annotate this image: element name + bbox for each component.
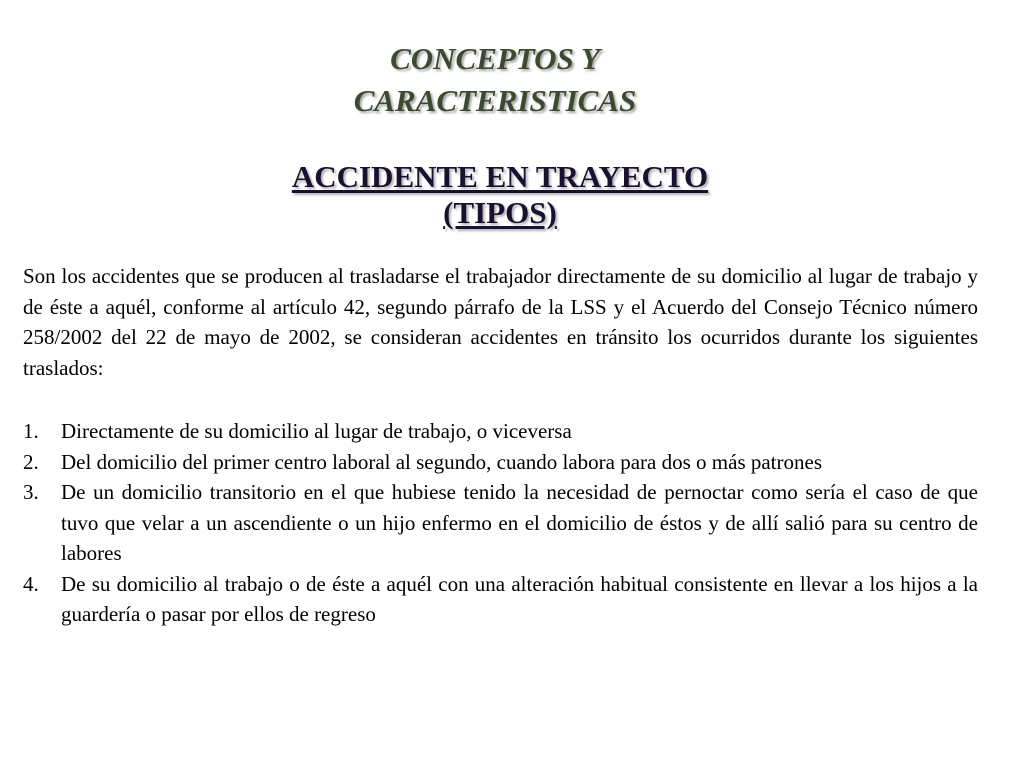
slide-title-line2: CARACTERISTICAS — [353, 83, 637, 118]
list-item — [23, 477, 978, 569]
traslados-list — [23, 416, 978, 630]
slide-title-line1: CONCEPTOS Y — [390, 41, 600, 76]
list-item-text: De su domicilio al trabajo o de éste a aquél con una alteración habitual consistente en llevar a los hijos a la guardería o pasar por ellos de regreso — [61, 571, 978, 626]
slide-subtitle — [0, 159, 1000, 231]
slide-subtitle-line2: (TIPOS) — [443, 195, 557, 230]
list-item-number: 4. — [23, 571, 39, 596]
list-item — [23, 416, 978, 447]
intro-paragraph: Son los accidentes que se producen al trasladarse el trabajador directamente de su domicilio al lugar de trabajo y de éste a aquél, conforme al artículo 42, segundo párrafo de la LSS y el Acuerdo del Consejo Técnico número 258/2002 del 22 de mayo de 2002, se consideran accidentes en tránsito los ocurridos durante los siguientes traslados: — [23, 264, 978, 380]
list-item-number: 2. — [23, 449, 39, 474]
list-item-text: De un domicilio transitorio en el que hubiese tenido la necesidad de pernoctar como sería el caso de que tuvo que velar a un ascendiente o un hijo enfermo en el domicilio de éstos y de allí salió para su centro de labores — [61, 480, 978, 565]
list-item-number: 3. — [23, 480, 39, 504]
list-item — [23, 447, 978, 478]
list-item-text: Directamente de su domicilio al lugar de trabajo, o viceversa — [61, 419, 572, 443]
list-item-text: Del domicilio del primer centro laboral al segundo, cuando labora para dos o más patrones — [61, 449, 823, 474]
slide-title — [0, 38, 990, 122]
list-item-number: 1. — [23, 419, 39, 443]
slide-subtitle-line1: ACCIDENTE EN TRAYECTO — [291, 159, 709, 194]
list-item — [23, 569, 978, 630]
